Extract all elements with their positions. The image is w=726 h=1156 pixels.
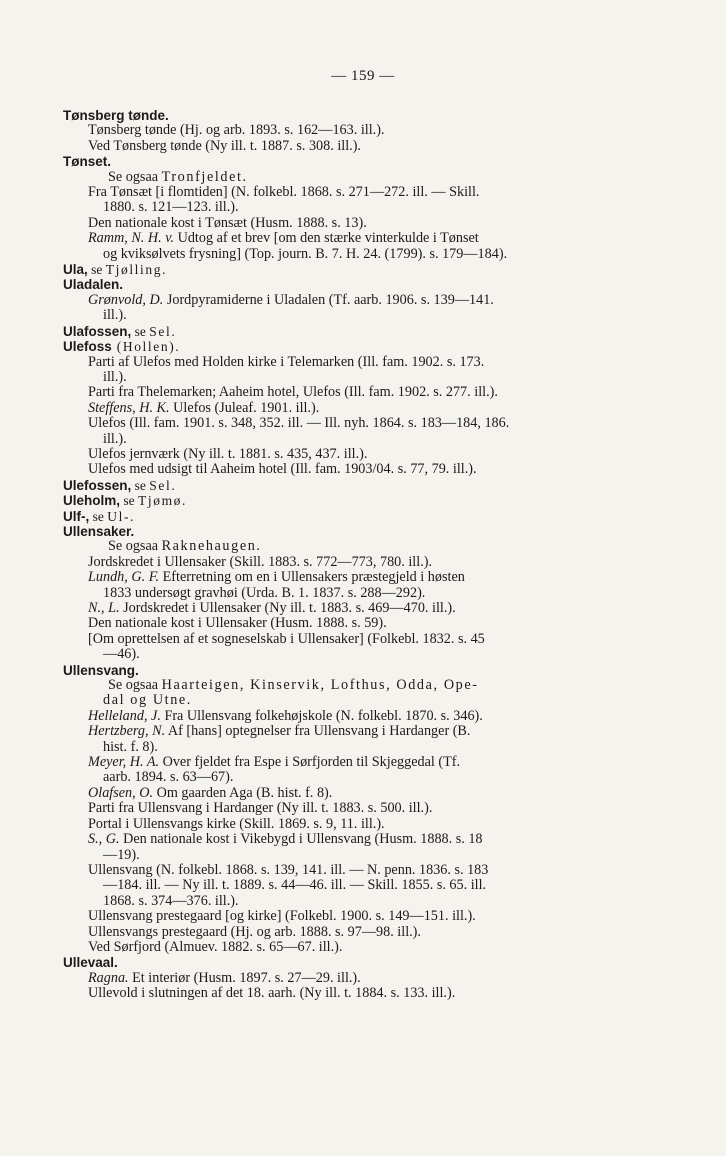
see-also — [108, 539, 644, 554]
entry: Ved Tønsberg tønde (Ny ill. t. 1887. s. 308. ill.). — [88, 137, 361, 154]
heading-text: Ulf-, — [63, 508, 90, 524]
heading-tonset: Tønset. — [63, 154, 112, 170]
entry-continued: aarb. 1894. s. 63—67). — [103, 769, 234, 786]
entry-continued: —19). — [103, 846, 140, 863]
heading-text: Ulefoss — [63, 339, 112, 355]
see-also-ref: Raknehaugen. — [161, 538, 262, 555]
see-also-continued: dal og Utne. — [103, 692, 192, 709]
entry — [88, 755, 644, 770]
entry-continued: og kviksølvets frysning] (Top. journ. B. 7. H. 24. (1799). s. 179—184). — [103, 245, 508, 262]
index-column — [63, 108, 644, 1002]
entry-continued: 1880. s. 121—123. ill.). — [103, 199, 239, 216]
author: Lundh, G. F. — [88, 569, 160, 586]
author: Olafsen, O. — [88, 784, 154, 801]
entry: Ullensvang prestegaard [og kirke] (Folkebl. 1900. s. 149—151. ill.). — [88, 908, 476, 925]
entry-text: Om gaarden Aga (B. hist. f. 8). — [153, 784, 333, 801]
entry-continued: 1833 undersøgt gravhøi (Urda. B. 1. 1837. s. 288—292). — [103, 584, 426, 601]
entry: [Om oprettelsen af et sogneselskab i Ullensaker] (Folkebl. 1832. s. 45 — [88, 630, 485, 647]
entry — [88, 293, 644, 308]
author: Ragna. — [88, 969, 129, 986]
entry — [88, 971, 644, 986]
alt-name: (Hollen). — [111, 339, 181, 355]
entry: Parti fra Thelemarken; Aaheim hotel, Ulefos (Ill. fam. 1902. s. 277. ill.). — [88, 384, 498, 401]
see-label: se — [120, 493, 139, 509]
entry: Parti fra Ullensvang i Hardanger (Ny ill. t. 1883. s. 500. ill.). — [88, 800, 433, 817]
see-label: se — [131, 323, 150, 339]
heading-ulf — [63, 509, 644, 524]
see-ref: Sel. — [149, 477, 177, 493]
heading-ullensvang: Ullensvang. — [63, 662, 139, 678]
see-ref: Tjølling. — [105, 262, 168, 278]
heading-text: Ula, — [63, 262, 88, 278]
entry-text: Fra Ullensvang folkehøjskole (N. folkebl. 1870. s. 346). — [160, 707, 483, 724]
see-ref: Sel. — [149, 323, 177, 339]
author: Ramm, N. H. v. — [88, 230, 175, 247]
entry-continued: ill.). — [103, 430, 127, 447]
entry-text: Ulefos (Juleaf. 1901. ill.). — [169, 399, 320, 416]
entry-text: Jordpyramiderne i Uladalen (Tf. aarb. 1906. s. 139—141. — [163, 291, 494, 308]
entry-text: Af [hans] optegnelser fra Ullensvang i Hardanger (B. — [165, 723, 471, 740]
heading-text: Uleholm, — [63, 493, 121, 509]
author: S., G. — [88, 831, 120, 848]
entry: Portal i Ullensvangs kirke (Skill. 1869. s. 9, 11. ill.). — [88, 815, 385, 832]
entry-continued: ill.). — [103, 307, 127, 324]
see-also — [108, 170, 644, 185]
entry-text: Den nationale kost i Vikebygd i Ullensvang (Husm. 1888. s. 18 — [119, 831, 483, 848]
entry: Den nationale kost i Ullensaker (Husm. 1888. s. 59). — [88, 615, 387, 632]
entry-text: Udtog af et brev [om den stærke vinterkulde i Tønset — [174, 230, 479, 247]
entry-text: Efterretning om en i Ullensakers præstegjeld i høsten — [159, 569, 465, 586]
entry: Den nationale kost i Tønsæt (Husm. 1888. s. 13). — [88, 214, 367, 231]
author: Helleland, J. — [88, 707, 161, 724]
see-ref: Ul-. — [107, 508, 136, 524]
see-ref: Tjømø. — [138, 493, 187, 509]
entry — [88, 709, 644, 724]
heading-ulafossen — [63, 324, 644, 339]
author: Hertzberg, N. — [88, 723, 166, 740]
see-label: se — [87, 262, 106, 278]
entry-continued: hist. f. 8). — [103, 738, 158, 755]
heading-ula — [63, 262, 644, 277]
see-also-ref: Haarteigen, Kinservik, Lofthus, Odda, Ope- — [161, 677, 479, 694]
heading-uladalen: Uladalen. — [63, 277, 124, 293]
author: Meyer, H. A. — [88, 754, 160, 771]
entry-continued: —184. ill. — Ny ill. t. 1889. s. 44—46. ill. — Skill. 1855. s. 65. ill. — [103, 877, 487, 894]
entry-continued: —46). — [103, 646, 140, 663]
entry: Ullensvang (N. folkebl. 1868. s. 139, 141. ill. — N. penn. 1836. s. 183 — [88, 861, 489, 878]
page-number: — 159 — — [331, 68, 395, 84]
heading-ullensaker: Ullensaker. — [63, 523, 135, 539]
entry-text: Et interiør (Husm. 1897. s. 27—29. ill.). — [128, 969, 361, 986]
entry-continued: ill.). — [103, 368, 127, 385]
see-also-label: Se ogsaa — [108, 168, 162, 185]
entry — [88, 832, 644, 847]
author: Grønvold, D. — [88, 291, 164, 308]
entry — [88, 786, 644, 801]
entry — [88, 231, 644, 246]
heading-tonsberg-tonde: Tønsberg tønde. — [63, 108, 169, 123]
entry-text: Jordskredet i Ullensaker (Ny ill. t. 1883. s. 469—470. ill.). — [119, 600, 456, 616]
entry: Ullevold i slutningen af det 18. aarh. (Ny ill. t. 1884. s. 133. ill.). — [88, 985, 456, 1002]
see-also-label: Se ogsaa — [108, 677, 162, 694]
entry: Ulefos jernværk (Ny ill. t. 1881. s. 435, 437. ill.). — [88, 445, 368, 462]
see-also — [108, 678, 644, 693]
heading-ulefossen — [63, 478, 644, 493]
entry: Ullensvangs prestegaard (Hj. og arb. 1888. s. 97—98. ill.). — [88, 923, 421, 940]
author: N., L. — [88, 600, 120, 616]
entry: Tønsberg tønde (Hj. og arb. 1893. s. 162—163. ill.). — [88, 122, 385, 139]
see-also-label: Se ogsaa — [108, 538, 162, 555]
heading-text: Ulefossen, — [63, 477, 132, 493]
see-label: se — [131, 477, 150, 493]
entry-text: Over fjeldet fra Espe i Sørfjorden til Skjeggedal (Tf. — [159, 754, 461, 771]
heading-text: Ulafossen, — [63, 323, 132, 339]
entry-continued: 1868. s. 374—376. ill.). — [103, 892, 239, 909]
heading-ulefoss — [63, 339, 644, 354]
entry — [88, 724, 644, 739]
entry — [88, 570, 644, 585]
entry: Fra Tønsæt [i flomtiden] (N. folkebl. 1868. s. 271—272. ill. — Skill. — [88, 184, 480, 201]
entry: Ulefos (Ill. fam. 1901. s. 348, 352. ill. — Ill. nyh. 1864. s. 183—184, 186. — [88, 415, 510, 432]
heading-uleholm — [63, 493, 644, 508]
author: Steffens, H. K. — [88, 399, 170, 416]
entry — [88, 601, 644, 616]
entry: Jordskredet i Ullensaker (Skill. 1883. s. 772—773, 780. ill.). — [88, 553, 433, 570]
entry: Ved Sørfjord (Almuev. 1882. s. 65—67. ill.). — [88, 938, 343, 955]
entry — [88, 401, 644, 416]
entry: Ulefos med udsigt til Aaheim hotel (Ill. fam. 1903/04. s. 77, 79. ill.). — [88, 461, 477, 478]
entry: Parti af Ulefos med Holden kirke i Telemarken (Ill. fam. 1902. s. 173. — [88, 353, 485, 370]
see-label: se — [89, 508, 108, 524]
heading-ullevaal: Ullevaal. — [63, 955, 118, 971]
see-also-ref: Tronfjeldet. — [161, 168, 248, 185]
